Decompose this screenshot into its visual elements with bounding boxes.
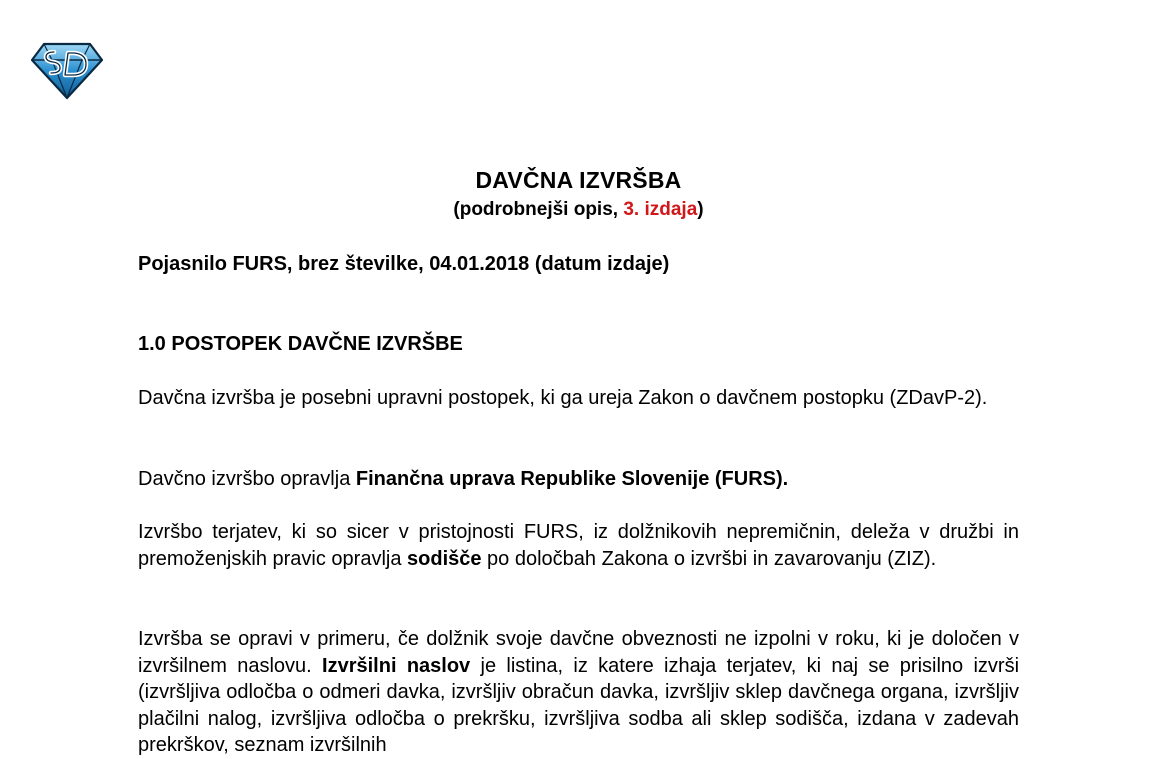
paragraph-4-text-a: Izvršba se opravi v primeru, če dolžnik svoje davčne obveznosti ne izpolni v roku, ki je določen v izvršilnem naslovu. bbox=[138, 628, 1019, 677]
paragraph-4-text-b: je listina, iz katere izhaja terjatev, ki naj se prisilno izvrši (izvršljiva odločba o odmeri davka, izvršljiv obračun davka, izvršljiv sklep davčnega organa, izvršljiv plačilni nalog, izvršljiva odločba o prekršku, izvršljiva sodba ali sklep sodišča, izdana v zadevah prekrškov, seznam izvršilnih bbox=[138, 654, 1020, 756]
paragraph-2-text: Davčno izvršbo opravlja bbox=[138, 468, 356, 490]
sd-diamond-logo bbox=[30, 40, 104, 100]
enforcement-title-term: Izvršilni naslov bbox=[322, 654, 471, 677]
paragraph-3-text-b: po določbah Zakona o izvršbi in zavarovanju (ZIZ). bbox=[481, 547, 937, 570]
court-term: sodišče bbox=[407, 547, 482, 570]
edition-label: 3. izdaja bbox=[623, 199, 698, 220]
section-heading: 1.0 POSTOPEK DAVČNE IZVRŠBE bbox=[138, 333, 463, 355]
reference-line: Pojasnilo FURS, brez številke, 04.01.2018 (datum izdaje) bbox=[138, 253, 670, 275]
subtitle-open: (podrobnejši opis, bbox=[453, 199, 624, 220]
diamond-logo-icon bbox=[30, 40, 104, 100]
furs-name: Finančna uprava Republike Slovenije (FURS). bbox=[355, 468, 789, 490]
paragraph-2 bbox=[138, 466, 1019, 493]
subtitle-close: ) bbox=[697, 199, 704, 220]
paragraph-3 bbox=[138, 519, 1019, 572]
paragraph-3-text-a: Izvršbo terjatev, ki so sicer v pristojnosti FURS, iz dolžnikovih nepremičnin, deleža v družbi in premoženjskih pravic opravlja bbox=[138, 521, 1019, 570]
document-subtitle bbox=[0, 198, 1157, 222]
paragraph-4 bbox=[138, 626, 1019, 759]
document-title: DAVČNA IZVRŠBA bbox=[475, 167, 682, 193]
paragraph-1: Davčna izvršba je posebni upravni postopek, ki ga ureja Zakon o davčnem postopku (ZDavP-2). bbox=[138, 387, 988, 409]
